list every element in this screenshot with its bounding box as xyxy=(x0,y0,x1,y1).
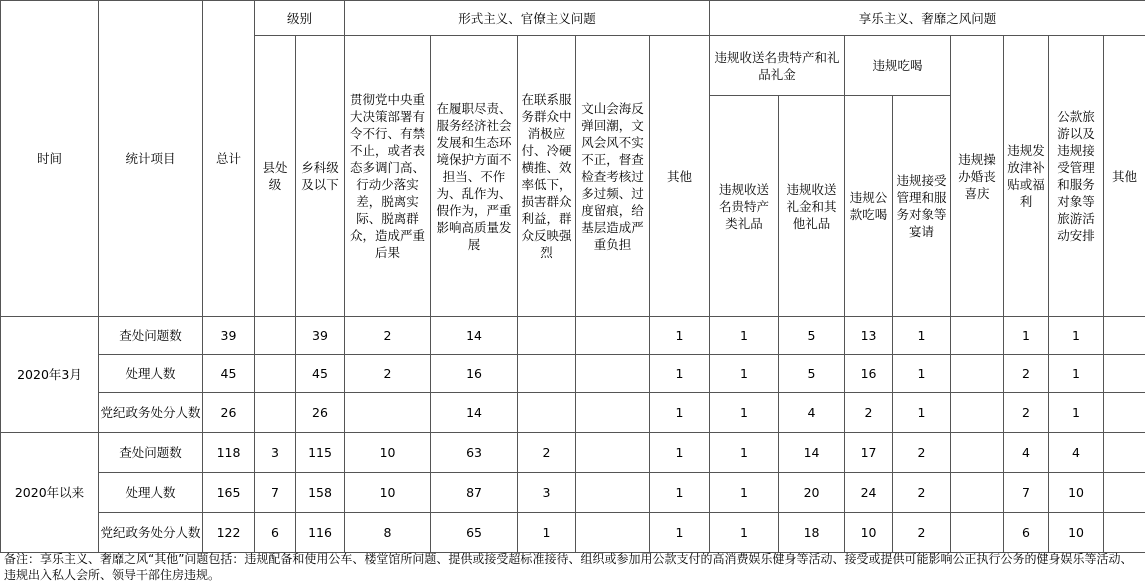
table-cell: 4 xyxy=(779,393,845,433)
table-cell: 10 xyxy=(1049,513,1104,553)
table-row xyxy=(1,433,1145,473)
header-eating-group: 违规吃喝 xyxy=(872,58,923,73)
table-cell: 1 xyxy=(710,433,779,473)
header-gifts-cash: 违规收送礼金和其他礼品 xyxy=(786,181,837,231)
table-cell: 6 xyxy=(255,513,296,553)
table-cell: 2 xyxy=(1004,393,1049,433)
header-travel: 公款旅游以及违规接受管理和服务对象等旅游活动安排 xyxy=(1057,109,1095,243)
table-cell: 7 xyxy=(255,473,296,513)
header-formalism-col-2: 在履职尽责、服务经济社会发展和生态环境保护方面不担当、不作为、乱作为、假作为，严重影响高质量发展 xyxy=(436,100,512,252)
table-cell xyxy=(576,433,650,473)
table-cell: 1 xyxy=(1004,317,1049,355)
table-cell: 115 xyxy=(296,433,345,473)
table-cell: 1 xyxy=(710,513,779,553)
header-level-township: 乡科级及以下 xyxy=(301,160,339,192)
table-cell xyxy=(518,393,576,433)
table-cell: 65 xyxy=(431,513,518,553)
table-cell xyxy=(951,433,1004,473)
header-level: 级别 xyxy=(255,1,345,36)
table-cell xyxy=(1104,473,1145,513)
table-row xyxy=(1,473,1145,513)
table-cell xyxy=(255,393,296,433)
table-cell: 10 xyxy=(1049,473,1104,513)
table-cell: 2 xyxy=(893,513,951,553)
table-cell: 1 xyxy=(893,317,951,355)
table-cell: 1 xyxy=(893,355,951,393)
table-cell xyxy=(1104,433,1145,473)
table-cell: 1 xyxy=(518,513,576,553)
table-cell: 14 xyxy=(779,433,845,473)
row-item-label: 党纪政务处分人数 xyxy=(99,393,203,433)
table-cell: 39 xyxy=(203,317,255,355)
row-item-label: 党纪政务处分人数 xyxy=(99,513,203,553)
row-item-label: 处理人数 xyxy=(99,473,203,513)
table-cell xyxy=(1104,355,1145,393)
table-cell xyxy=(951,355,1004,393)
header-hedonism-other: 其他 xyxy=(1112,168,1138,184)
table-cell xyxy=(255,355,296,393)
table-row xyxy=(1,317,1145,355)
table-cell: 14 xyxy=(431,317,518,355)
header-weddings-funerals: 违规操办婚丧喜庆 xyxy=(958,151,996,201)
table-cell: 7 xyxy=(1004,473,1049,513)
table-cell: 1 xyxy=(650,393,710,433)
header-hedonism: 享乐主义、奢靡之风问题 xyxy=(710,1,1145,36)
table-cell: 5 xyxy=(779,317,845,355)
table-cell: 63 xyxy=(431,433,518,473)
header-formalism-col-1: 贯彻党中央重大决策部署有令不行、有禁不止，或者表态多调门高、行动少落实差，脱离实际、脱离群众，造成严重后果 xyxy=(350,92,426,260)
table-cell: 4 xyxy=(1049,433,1104,473)
table-cell: 5 xyxy=(779,355,845,393)
table-cell xyxy=(576,513,650,553)
table-row xyxy=(1,355,1145,393)
table-cell: 10 xyxy=(345,473,431,513)
table-row xyxy=(1,393,1145,433)
table-cell xyxy=(951,317,1004,355)
table-cell: 2 xyxy=(518,433,576,473)
table-cell: 1 xyxy=(650,317,710,355)
period-label: 2020年以来 xyxy=(1,433,99,553)
table-cell: 2 xyxy=(345,355,431,393)
table-body xyxy=(1,317,1145,553)
row-item-label: 查处问题数 xyxy=(99,433,203,473)
table-cell: 158 xyxy=(296,473,345,513)
table-cell: 1 xyxy=(650,355,710,393)
table-cell: 2 xyxy=(893,433,951,473)
table-cell xyxy=(951,473,1004,513)
table-cell: 2 xyxy=(845,393,893,433)
table-cell: 6 xyxy=(1004,513,1049,553)
table-cell: 3 xyxy=(518,473,576,513)
header-formalism-other: 其他 xyxy=(667,168,693,184)
header-time: 时间 xyxy=(1,1,99,317)
header-eating-banquet: 违规接受管理和服务对象等宴请 xyxy=(896,173,947,239)
table-cell xyxy=(1104,393,1145,433)
table-cell: 10 xyxy=(345,433,431,473)
table-cell xyxy=(1104,317,1145,355)
header-formalism: 形式主义、官僚主义问题 xyxy=(345,1,710,36)
header-item: 统计项目 xyxy=(99,1,203,317)
header-gifts-group: 违规收送名贵特产和礼品礼金 xyxy=(714,49,840,82)
table-cell: 1 xyxy=(650,513,710,553)
period-label: 2020年3月 xyxy=(1,317,99,433)
table-cell: 165 xyxy=(203,473,255,513)
table-cell xyxy=(345,393,431,433)
table-cell: 45 xyxy=(203,355,255,393)
table-cell: 16 xyxy=(845,355,893,393)
table-cell: 39 xyxy=(296,317,345,355)
table-cell: 8 xyxy=(345,513,431,553)
table-cell: 2 xyxy=(345,317,431,355)
table-cell xyxy=(951,393,1004,433)
header-allowances: 违规发放津补贴或福利 xyxy=(1007,143,1045,209)
row-item-label: 处理人数 xyxy=(99,355,203,393)
table-cell xyxy=(951,513,1004,553)
table-cell xyxy=(576,473,650,513)
header-level-county: 县处级 xyxy=(262,160,288,192)
header-formalism-col-4: 文山会海反弹回潮，文风会风不实不正，督查检查考核过多过频、过度留痕，给基层造成严重负担 xyxy=(581,100,644,252)
table-cell: 1 xyxy=(710,393,779,433)
table-cell: 4 xyxy=(1004,433,1049,473)
table-cell xyxy=(518,317,576,355)
table-cell: 1 xyxy=(650,433,710,473)
table-cell: 2 xyxy=(893,473,951,513)
table-cell xyxy=(576,355,650,393)
table-cell: 1 xyxy=(650,473,710,513)
table-cell: 26 xyxy=(296,393,345,433)
table-cell: 87 xyxy=(431,473,518,513)
table-cell: 17 xyxy=(845,433,893,473)
table-cell: 13 xyxy=(845,317,893,355)
footnote: 备注：享乐主义、奢靡之风“其他”问题包括：违规配备和使用公车、楼堂馆所问题、提供或接受超标准接待、组织或参加用公款支付的高消费娱乐健身等活动、接受或提供可能影响公正执行公务的健身娱乐等活动、违规出入私人会所、领导干部住房违规。 xyxy=(4,552,1133,582)
table-cell: 122 xyxy=(203,513,255,553)
table-cell: 2 xyxy=(1004,355,1049,393)
table-cell: 45 xyxy=(296,355,345,393)
table-cell: 14 xyxy=(431,393,518,433)
table-cell xyxy=(255,317,296,355)
header-formalism-col-3: 在联系服务群众中消极应付、冷硬横推、效率低下，损害群众利益，群众反映强烈 xyxy=(521,92,572,260)
table-cell xyxy=(518,355,576,393)
table-cell xyxy=(1104,513,1145,553)
table-cell: 116 xyxy=(296,513,345,553)
table-cell: 1 xyxy=(1049,393,1104,433)
table-cell: 1 xyxy=(710,355,779,393)
header-eating-public: 违规公款吃喝 xyxy=(849,190,888,222)
row-item-label: 查处问题数 xyxy=(99,317,203,355)
table-cell xyxy=(576,393,650,433)
table-cell: 3 xyxy=(255,433,296,473)
table-cell: 1 xyxy=(710,473,779,513)
table-cell: 24 xyxy=(845,473,893,513)
table-cell xyxy=(576,317,650,355)
header-gifts-specialty: 违规收送名贵特产类礼品 xyxy=(719,181,770,231)
header-total: 总计 xyxy=(203,1,255,317)
table-cell: 20 xyxy=(779,473,845,513)
table-cell: 10 xyxy=(845,513,893,553)
table-cell: 26 xyxy=(203,393,255,433)
table-cell: 16 xyxy=(431,355,518,393)
table-cell: 1 xyxy=(1049,355,1104,393)
table-cell: 1 xyxy=(1049,317,1104,355)
table-cell: 1 xyxy=(893,393,951,433)
table-cell: 18 xyxy=(779,513,845,553)
table-cell: 1 xyxy=(710,317,779,355)
table-cell: 118 xyxy=(203,433,255,473)
table-row xyxy=(1,513,1145,553)
